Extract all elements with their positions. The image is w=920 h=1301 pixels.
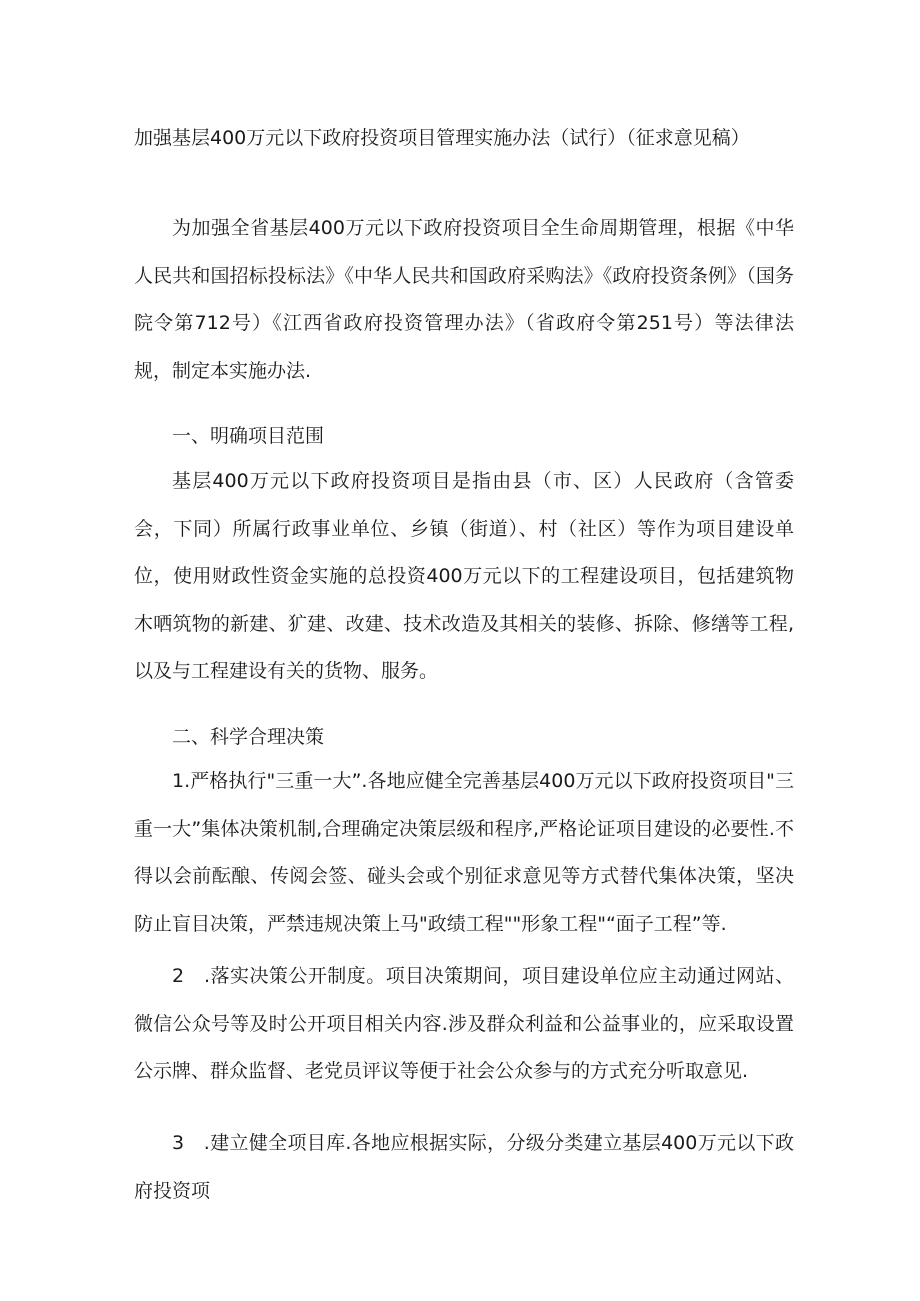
intro-paragraph: 为加强全省基层400万元以下政府投资项目全生命周期管理，根据《中华人民共和国招标投标法》《中华人民共和国政府采购法》《政府投资条例》（国务院令第712号）《江西省政府投资管理办法》（省政府令第251号）等法律法规，制定本实施办法. bbox=[134, 217, 794, 382]
section-1-heading: 一、明确项目范围 bbox=[172, 425, 325, 447]
document-title: 加强基层400万元以下政府投资项目管理实施办法（试行）（征求意见稿） bbox=[134, 127, 750, 149]
section-2-item-3: 3 .建立健全项目库.各地应根据实际，分级分类建立基层400万元以下政府投资项 bbox=[134, 1132, 794, 1202]
section-2-item-1: 1.严格执行"三重一大”.各地应健全完善基层400万元以下政府投资项目"三重一大”集体决策机制,合理确定决策层级和程序,严格论证项目建设的必要性.不得以会前酝酿、传阅会签、碰头会或个别征求意见等方式替代集体决策，坚决防止盲目决策，严禁违规决策上马"政绩工程""形象工程"“面子工程”等. bbox=[134, 770, 794, 935]
section-2-heading: 二、科学合理决策 bbox=[172, 726, 325, 748]
section-2-item-2: 2 .落实决策公开制度。项目决策期间，项目建设单位应主动通过网站、微信公众号等及时公开项目相关内容.涉及群众利益和公益事业的，应采取设置公示牌、群众监督、老党员评议等便于社会公众参与的方式充分听取意见. bbox=[134, 965, 794, 1082]
section-1-body: 基层400万元以下政府投资项目是指由县（市、区）人民政府（含管委会，下同）所属行政事业单位、乡镇（街道）、村（社区）等作为项目建设单位，使用财政性资金实施的总投资400万元以下的工程建设项目，包括建筑物木哂筑物的新建、犷建、改建、技术改造及其相关的装修、拆除、修缮等工程,以及与工程建设有关的货物、服务。 bbox=[134, 470, 794, 682]
